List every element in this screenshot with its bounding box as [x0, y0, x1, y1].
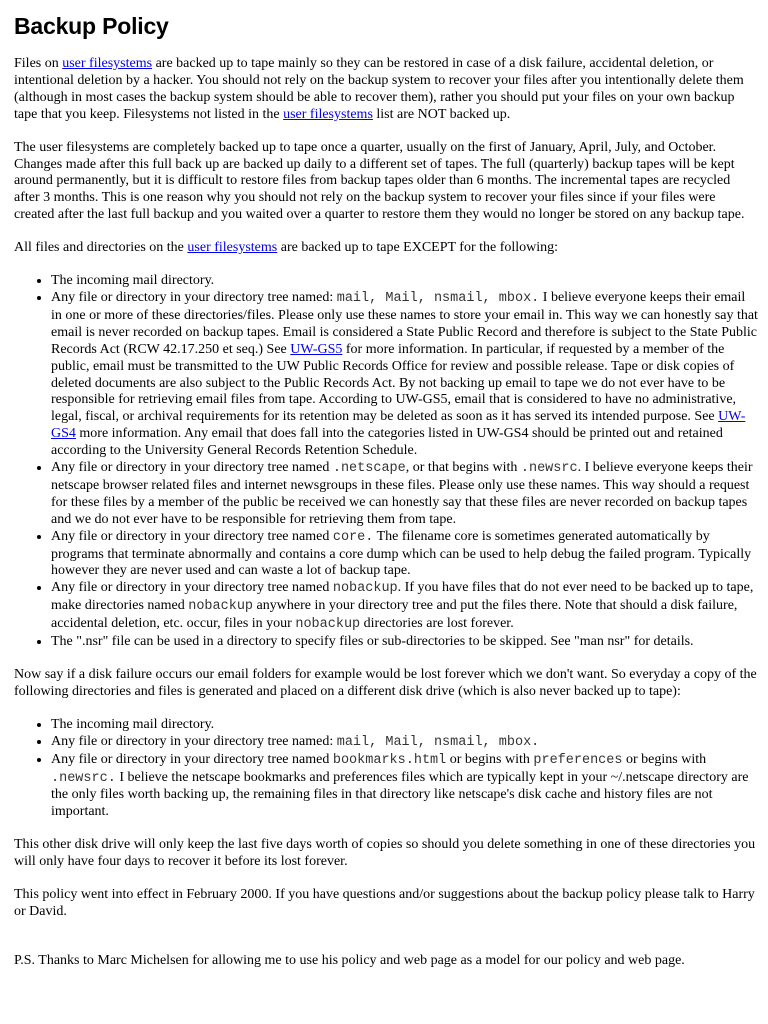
- schedule-paragraph: The user filesystems are completely backed up to tape once a quarter, usually on the first of January, April, July, and October. Changes made after this full back up are backed up daily to a different set of tapes. The full (quarterly) backup tapes will be kept around permanently, but it is difficult to restore files from backup tapes older than 6 months. The incremental tapes are recycled after 3 months. This is one reason why you should not rely on the backup system to recover your files since if your files were created after the last full backup and you waited over a quarter to restore them they would no longer be stored on any backup tape.: [14, 139, 745, 223]
- list-item: • Any file or directory in your directory tree named core. The filename core is sometimes generated automatically by programs that terminate abnormally and contains a core dump which can be used to help debug the failed program. Typically however they are never used and can waste a lot of backup tape.: [51, 529, 758, 581]
- mirror-intro-paragraph: Now say if a disk failure occurs our email folders for example would be lost forever which we don't want. So everyday a copy of the following directories and files is generated and placed on a different disk drive (which is also never backed up to tape):: [14, 667, 757, 699]
- page-title: Backup Policy: [14, 13, 169, 39]
- list-item: • Any file or directory in your directory tree named: mail, Mail, nsmail, mbox.: [51, 734, 758, 752]
- user-filesystems-link[interactable]: user filesystems: [187, 240, 278, 256]
- filename-code: .netscape: [332, 461, 406, 477]
- filename-code: mail, Mail, nsmail, mbox.: [336, 290, 540, 306]
- uw-gs4-link[interactable]: UW-GS4: [51, 409, 746, 442]
- postscript-paragraph: P.S. Thanks to Marc Michelsen for allowing me to use his policy and web page as a model for our policy and web page.: [14, 952, 685, 968]
- mirror-list: [14, 717, 758, 821]
- user-filesystems-link[interactable]: user filesystems: [62, 56, 153, 71]
- list-item: • Any file or directory in your directory tree named bookmarks.html or begins with preferences or begins with .newsrc. I believe the netscape bookmarks and preferences files which are typically kept in your ~/.netscape directory are the only files worth backing up, the remaining files in that directory like netscape's disk cache and history files are not important.: [51, 752, 758, 822]
- uw-gs5-link[interactable]: UW-GS5: [290, 341, 343, 357]
- list-item: • Any file or directory in your directory tree named nobackup. If you have files that do not ever need to be backed up to tape, make directories named nobackup anywhere in your directory tree and put the files there. Note that should a disk failure, accidental deletion, etc. occur, files in your nobackup directories are lost forever.: [51, 580, 758, 634]
- user-filesystems-link[interactable]: user filesystems: [283, 106, 373, 122]
- filename-code: bookmarks.html: [332, 752, 447, 768]
- list-item: • Any file or directory in your directory tree named .netscape, or that begins with .newsrc. I believe everyone keeps their netscape browser related files and internet newsgroups in these files. Please only use these names. This way should a request for these files by a member of the public be received we can honestly say that these files are never recorded on backup tapes and we do not ever have to be responsible for retrieving them from tape.: [51, 460, 758, 529]
- exceptions-list: [14, 273, 758, 651]
- exceptions-intro-paragraph: All files and directories on the user filesystems are backed up to tape EXCEPT for the following:: [14, 240, 559, 256]
- list-item: • Any file or directory in your directory tree named: mail, Mail, nsmail, mbox. I believe everyone keeps their email in one or more of these directories/files. Please only use these names to store your email in. This way we can honestly say that email is never recorded on backup tapes. Email is considered a State Public Record and therefore is subject to the State Public Records Act (RCW 42.17.250 et seq.) See UW-GS5 for more information. In particular, if requested by a member of the public, email must be transmitted to the UW Public Records Office for review and possible release. Tape or disk copies of deleted documents are also subject to the Public Records Act. By not backing up email to tape we do not ever have to be responsible for retrieving email files from tape. According to UW-GS5, email that is considered to have no administrative, legal, fiscal, or archival requirements for its retention may be deleted as soon as it has served its intended purpose. See UW-GS4 more information. Any email that does fall into the categories listed in UW-GS4 should be printed out and retained according to the University General Records Retention Schedule.: [51, 290, 758, 460]
- filename-code: mail, Mail, nsmail, mbox.: [336, 734, 540, 750]
- list-item: • The ".nsr" file can be used in a directory to specify files or sub-directories to be skipped. See "man nsr" for details.: [51, 634, 758, 651]
- filename-code: nobackup: [188, 599, 254, 615]
- filename-code: .newsrc: [520, 461, 578, 477]
- filename-code: .newsrc.: [51, 770, 116, 786]
- filename-code: preferences: [533, 752, 623, 768]
- filename-code: nobackup: [332, 581, 398, 597]
- intro-paragraph: Files on user filesystems are backed up to tape mainly so they can be restored in case of a disk failure, accidental deletion, or intentional deletion by a hacker. You should not rely on the backup system to recover your files after you intentionally delete them (although in most cases the backup system should be able to recover them), rather you should put your files on your own backup tape that you keep. Filesystems not listed in the user filesystems list are NOT backed up.: [14, 56, 744, 122]
- filename-code: nobackup: [295, 617, 361, 633]
- retention-paragraph: This other disk drive will only keep the last five days worth of copies so should you delete something in one of these directories you will only have four days to recover it before its lost forever.: [14, 837, 756, 870]
- list-item: • The incoming mail directory.: [51, 717, 758, 734]
- filename-code: core.: [332, 529, 374, 545]
- list-item: • The incoming mail directory.: [51, 273, 758, 290]
- effective-date-paragraph: This policy went into effect in February 2000. If you have questions and/or suggestions about the backup policy please talk to Harry or David.: [14, 887, 755, 919]
